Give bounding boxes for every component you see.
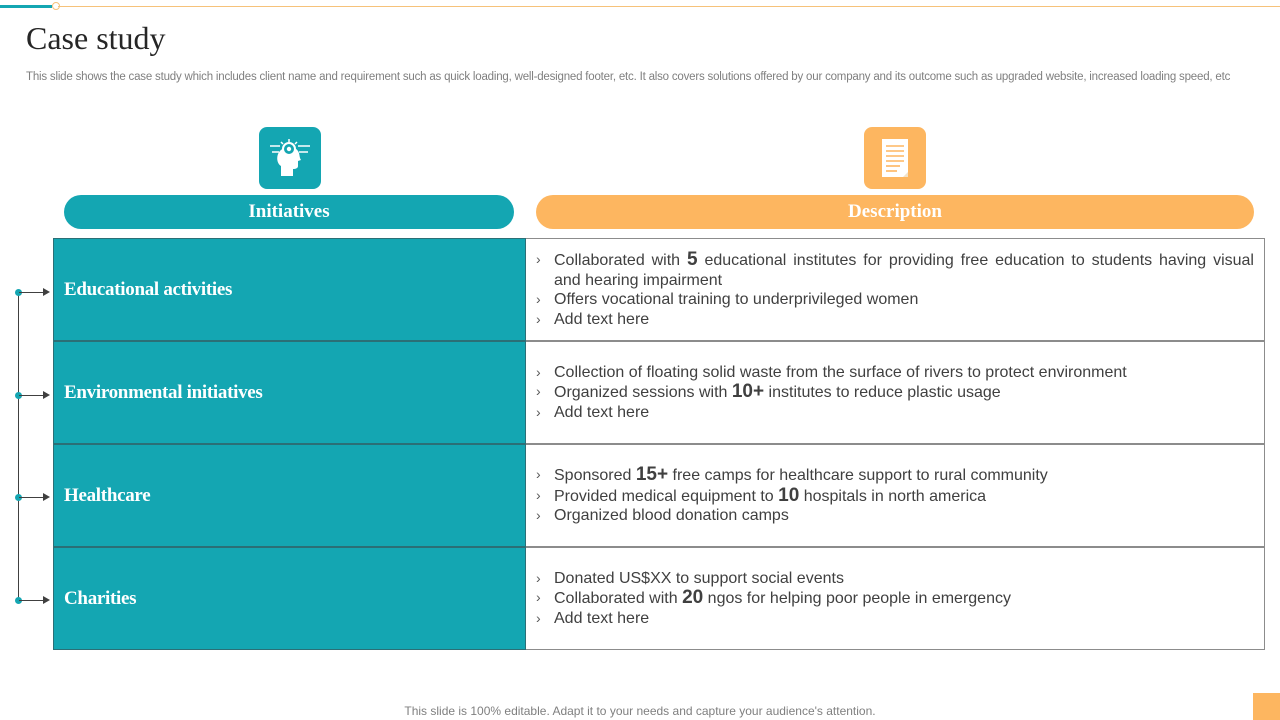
bullet-item: › Add text here <box>536 403 650 421</box>
bullet-item: › Organized sessions with 10+ institutes to reduce plastic usage <box>536 381 1001 403</box>
chevron-right-icon: › <box>536 310 541 327</box>
chevron-right-icon: › <box>536 609 541 626</box>
chevron-right-icon: › <box>536 363 541 380</box>
bullet-item: › Collaborated with 5 educational institutes for providing free education to students having visual and hearing impairment <box>536 249 1254 289</box>
head-gear-icon <box>259 127 321 189</box>
chevron-right-icon: › <box>536 486 541 503</box>
chevron-right-icon: › <box>536 589 541 606</box>
connector-arrow <box>19 600 45 601</box>
case-study-table <box>53 238 1265 650</box>
row-label-charities: Charities <box>53 547 526 650</box>
slide-subtitle: This slide shows the case study which includes client name and requirement such as quick loading, well-designed footer, etc. It also covers solutions offered by our company and its outcome such as upgraded website, increased loading speed, etc <box>26 71 1231 83</box>
top-divider-line <box>58 6 1280 7</box>
row-label-environmental-initiatives: Environmental initiatives <box>53 341 526 444</box>
arrow-head-icon <box>43 493 50 501</box>
chevron-right-icon: › <box>536 403 541 420</box>
table-row <box>53 547 1265 650</box>
bullet-item: › Donated US$XX to support social events <box>536 569 844 587</box>
top-accent-bar <box>0 5 52 8</box>
row-label-healthcare: Healthcare <box>53 444 526 547</box>
arrow-head-icon <box>43 391 50 399</box>
bullet-item: › Collaborated with 20 ngos for helping poor people in emergency <box>536 587 1011 609</box>
slide-footer: This slide is 100% editable. Adapt it to your needs and capture your audience's attention. <box>404 704 876 718</box>
description-header: Description <box>536 195 1254 229</box>
bullet-item: › Collection of floating solid waste from the surface of rivers to protect environment <box>536 363 1127 381</box>
connector-arrow <box>19 497 45 498</box>
bullet-item: › Add text here <box>536 609 650 627</box>
connector-arrow <box>19 395 45 396</box>
row-label-educational-activities: Educational activities <box>53 238 526 341</box>
chevron-right-icon: › <box>536 291 541 307</box>
connector-arrow <box>19 292 45 293</box>
row-description <box>526 341 1265 444</box>
table-row <box>53 238 1265 341</box>
table-row <box>53 341 1265 444</box>
row-description <box>526 444 1265 547</box>
bullet-item: › Organized blood donation camps <box>536 507 789 525</box>
connector-bracket <box>18 292 19 600</box>
bullet-item: › Provided medical equipment to 10 hospitals in north america <box>536 484 987 506</box>
initiatives-header: Initiatives <box>64 195 514 229</box>
chevron-right-icon: › <box>536 507 541 524</box>
document-icon <box>864 127 926 189</box>
table-row <box>53 444 1265 547</box>
bullet-item: › Sponsored 15+ free camps for healthcare support to rural community <box>536 464 1048 486</box>
bullet-item: › Offers vocational training to underprivileged women <box>536 291 919 308</box>
chevron-right-icon: › <box>536 251 541 267</box>
corner-accent <box>1253 693 1280 720</box>
bullet-item: › Add text here <box>536 310 650 328</box>
chevron-right-icon: › <box>536 466 541 483</box>
arrow-head-icon <box>43 288 50 296</box>
chevron-right-icon: › <box>536 569 541 586</box>
row-description <box>526 547 1265 650</box>
chevron-right-icon: › <box>536 383 541 400</box>
row-description <box>526 238 1265 341</box>
arrow-head-icon <box>43 596 50 604</box>
slide-title: Case study <box>26 20 166 56</box>
